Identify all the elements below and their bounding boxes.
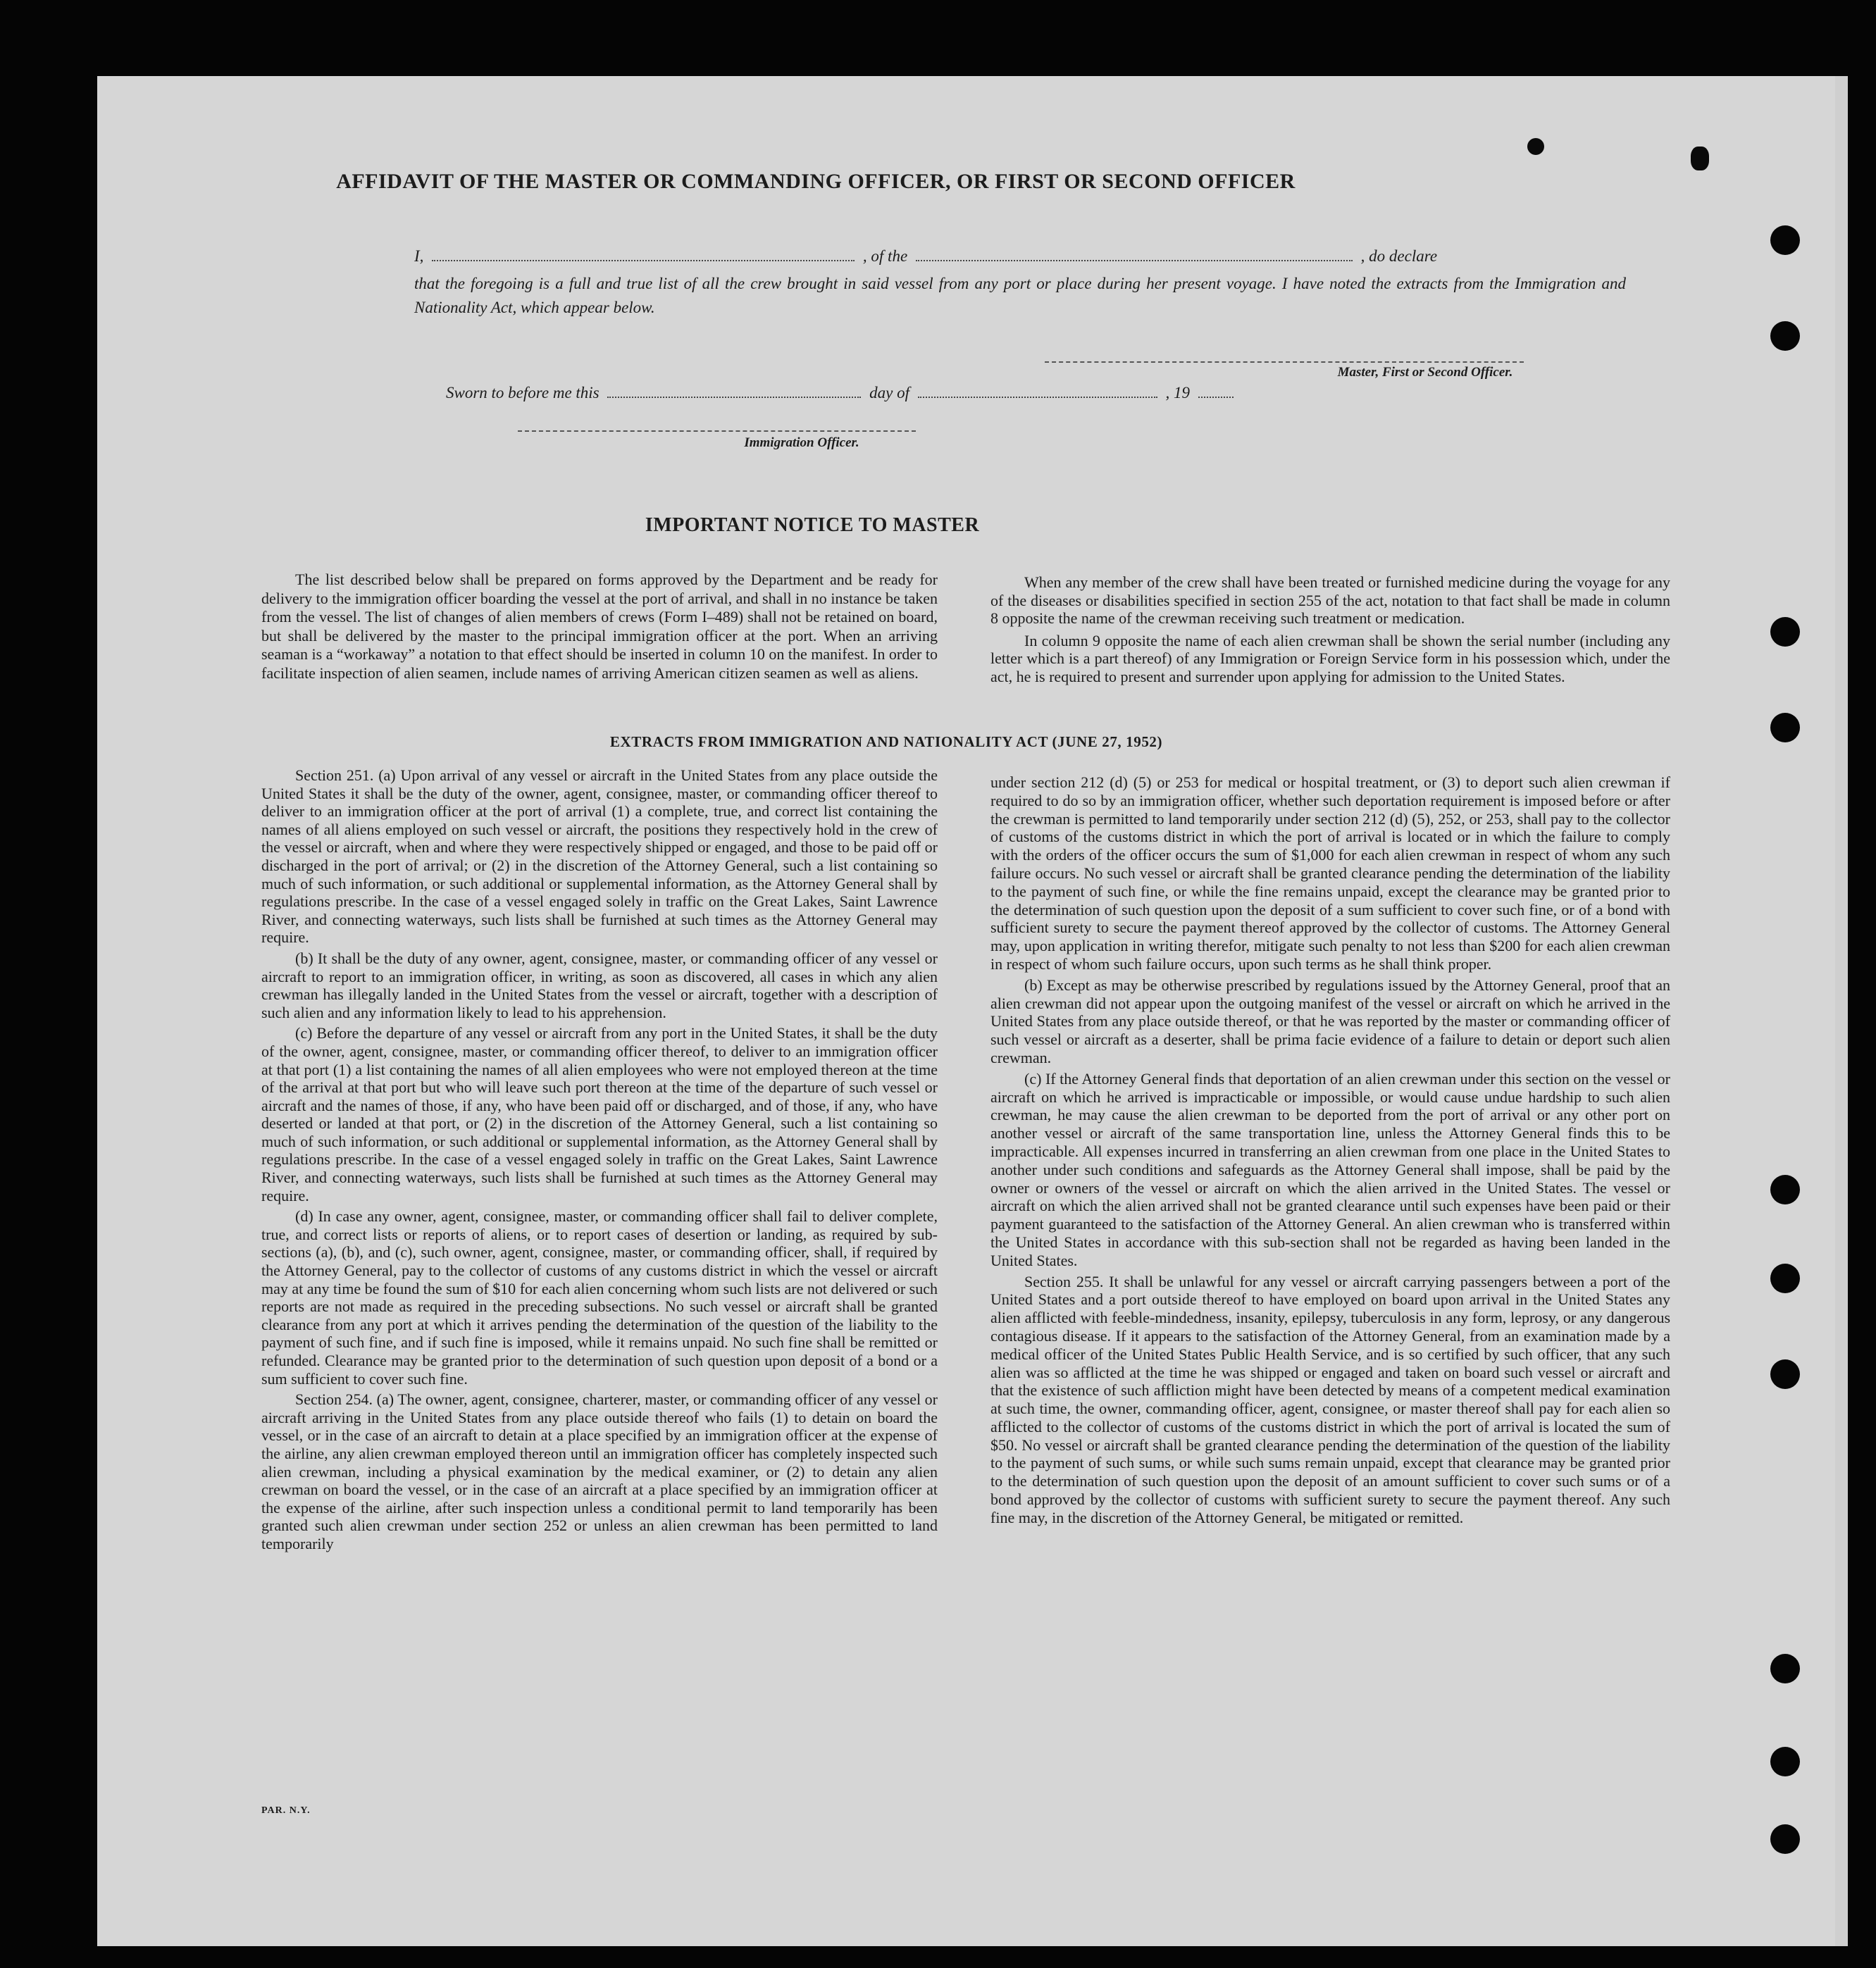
master-signature-caption: Master, First or Second Officer. [1337, 365, 1513, 380]
sworn-year-field[interactable] [1198, 380, 1234, 398]
sworn-line [446, 380, 1432, 402]
binder-hole [1770, 1824, 1800, 1854]
section-251-d: (d) In case any owner, agent, consignee, master, or commanding officer shall fail to deliver complete, true, and correct lists or reports of aliens, or to report cases of desertion or landing, as required by sub-sections (a), (b), and (c), such owner, agent, consignee, master, or commanding officer, shall, if required by the Attorney General, pay to the collector of customs of any customs district in which the vessel or aircraft may at any time be found the sum of $10 for each alien concerning whom such lists are not delivered or such reports are not made as required in the preceding subsections. No such vessel or aircraft shall be granted clearance from any port at which it arrives pending the determination of the question of the liability to the payment of such fine, and if such fine is imposed, while it remains unpaid. No such fine shall be remitted or refunded. Clearance may be granted prior to the determination of such question upon deposit of a bond or a sum sufficient to cover such fine. [261, 1207, 938, 1388]
binder-hole [1770, 1359, 1800, 1389]
page-edge [1835, 76, 1848, 1946]
declaration-text: that the foregoing is a full and true list of all the crew brought in said vessel from any port or place during her present voyage. I have noted the extracts from the Immigration and Nationality Act, which appear below. [414, 275, 1626, 316]
notice-right-column [990, 573, 1670, 688]
year-label: , 19 [1165, 384, 1190, 401]
sworn-label: Sworn to before me this [446, 384, 600, 401]
extracts-left-column [261, 766, 938, 1556]
binder-hole [1770, 225, 1800, 255]
declarant-label: I, [414, 247, 424, 265]
binder-hole [1770, 713, 1800, 742]
declarant-name-field[interactable] [432, 244, 855, 261]
binder-hole [1770, 617, 1800, 647]
section-251-b: (b) It shall be the duty of any owner, agent, consignee, master, or commanding officer of any vessel or aircraft to report to an immigration officer, in writing, as soon as discovered, all cases in which any alien crewman has illegally landed in the United States from the vessel or aircraft, together with a description of such alien and any information likely to lead to his apprehension. [261, 949, 938, 1021]
section-251-c: (c) Before the departure of any vessel or aircraft from any port in the United States, it shall be the duty of the owner, agent, consignee, master, or commanding officer thereof, to deliver to an immigration officer at that port (1) a list containing the names of all alien employees who were not employed thereon at the time of the arrival at that port but who will leave such port thereon at the time of the departure of such vessel or aircraft and the names of those, if any, who have been paid off or discharged, and of those, if any, who have deserted or landed at that port, or (2) in the discretion of the Attorney General, such a list containing so much of such information, or such additional or supplemental information, as the Attorney General shall by regulations prescribe. In the case of a vessel engaged solely in traffic on the Great Lakes, Saint Lawrence River, and connecting waterways, such lists shall be furnished at such times as the Attorney General may require. [261, 1024, 938, 1204]
notice-left-paragraph: The list described below shall be prepared on forms approved by the Department and be ready for delivery to the immigration officer boarding the vessel at the port of arrival, and shall in no instance be taken from the vessel. The list of changes of alien members of crews (Form I–489) shall not be retained on board, but shall be delivered by the master to the principal immigration officer at the port. When an arriving seaman is a “workaway” a notation to that effect should be inserted in column 10 on the manifest. In order to facilitate inspection of alien seamen, include names of arriving American citizen seamen as well as aliens. [261, 571, 938, 682]
section-254-a: Section 254. (a) The owner, agent, consignee, charterer, master, or commanding officer of any vessel or aircraft arriving in the United States from any place outside thereof who fails (1) to detain on board the vessel, or in the case of an aircraft to detain at a place specified by an immigration officer at the expense of the airline, any alien crewman employed thereon until an immigration officer has completely inspected such alien crewman, including a physical examination by the medical examiner, or (2) to detain any alien crewman on board the vessel, or in the case of an aircraft at a place specified by an immigration officer at the expense of the airline, after such inspection unless a conditional permit to land temporarily has been granted such alien crewman under section 252 or unless an alien crewman has been permitted to land temporarily [261, 1390, 938, 1552]
extracts-right-column [990, 773, 1670, 1530]
section-251-a: Section 251. (a) Upon arrival of any vessel or aircraft in the United States from any place outside the United States it shall be the duty of the owner, agent, consignee, master, or commanding officer thereof to deliver to an immigration officer at the port of arrival (1) a complete, true, and correct list containing the names of all aliens employed on such vessel or aircraft, the positions they respectively hold in the crew of the vessel or aircraft, when and where they were respectively shipped or engaged, and those to be paid off or discharged in the port of arrival; or (2) in the discretion of the Attorney General, such a list containing so much of such information, or such additional or supplemental information, as the Attorney General shall by regulations prescribe. In the case of a vessel engaged solely in traffic on the Great Lakes, Saint Lawrence River, and connecting waterways, such lists shall be furnished at such times as the Attorney General may require. [261, 766, 938, 947]
sworn-month-field[interactable] [918, 380, 1157, 398]
printer-mark: PAR. N.Y. [261, 1805, 311, 1816]
binder-hole [1770, 321, 1800, 351]
binder-hole [1770, 1747, 1800, 1776]
ink-spot [1691, 147, 1709, 170]
section-254-a-continued: under section 212 (d) (5) or 253 for medical or hospital treatment, or (3) to deport such alien crewman if required to do so by an immigration officer, whether such deportation requirement is imposed before or after the crewman is permitted to land temporarily under section 212 (d) (5), 252, or 253, shall pay to the collector of customs of the customs district in which the port of arrival is located or in which the failure to comply with the orders of the officer occurs the sum of $1,000 for each alien crewman in respect of whom any such failure occurs. No such vessel or aircraft shall be granted clearance pending the determination of the liability to the payment of such fine, or while the fine remains unpaid, except the clearance may be granted prior to the determination of such question upon the deposit of a sum sufficient to cover such fine, or of a bond with sufficient surety to secure the payment thereof approved by the collector of customs. The Attorney General may, upon application in writing therefor, mitigate such penalty to not less than $200 for each alien crewman in respect of whom such failure occurs, upon such terms as he shall think proper. [990, 773, 1670, 973]
declarant-line [414, 244, 1626, 266]
officer-signature-line[interactable] [518, 430, 916, 432]
extracts-title: EXTRACTS FROM IMMIGRATION AND NATIONALITY ACT (JUNE 27, 1952) [609, 733, 1163, 750]
binder-hole [1770, 1654, 1800, 1683]
section-254-c: (c) If the Attorney General finds that deportation of an alien crewman under this section on the vessel or aircraft on which he arrived is impracticable or impossible, or would cause undue hardship to such alien crewman, he may cause the alien crewman to be deported from the port of arrival or any other port on another vessel or aircraft of the same transportation line, unless the Attorney General finds this to be impracticable. All expenses incurred in transferring an alien crewman from one place in the United States to another under such conditions and safeguards as the Attorney General shall impose, shall be paid by the owner or owners of the vessel or aircraft on which the alien arrived in the United States. The vessel or aircraft on which the alien arrived shall not be granted clearance until such expenses have been paid or their payment guaranteed to the satisfaction of the Attorney General. An alien crewman who is transferred within the United States in accordance with this sub-section shall not be regarded as having been landed in the United States. [990, 1069, 1670, 1269]
vessel-name-field[interactable] [916, 244, 1353, 261]
binder-hole [1770, 1264, 1800, 1293]
binder-hole [1770, 1175, 1800, 1204]
vessel-label: , of the [862, 247, 908, 265]
form-page [97, 76, 1848, 1946]
section-254-b: (b) Except as may be otherwise prescribed by regulations issued by the Attorney General, proof that an alien crewman did not appear upon the outgoing manifest of the vessel or aircraft on which he arrived in the United States from any place outside thereof, or that he was reported by the master or commanding officer of such vessel or aircraft as a deserter, shall be prima facie evidence of a failure to detain or deport such alien crewman. [990, 976, 1670, 1066]
declare-label: , do declare [1360, 247, 1438, 265]
officer-signature-caption: Immigration Officer. [744, 435, 859, 450]
sworn-day-field[interactable] [607, 380, 861, 398]
notice-title: IMPORTANT NOTICE TO MASTER [645, 514, 980, 536]
notice-right-paragraph-2: In column 9 opposite the name of each alien crewman shall be shown the serial number (including any letter which is a part thereof) of any Immigration or Foreign Service form in his possession which, under the act, he is required to present and surrender upon applying for admission to the United States. [990, 631, 1670, 685]
day-of-label: day of [869, 384, 909, 401]
master-signature-line[interactable] [1045, 361, 1524, 363]
section-255: Section 255. It shall be unlawful for any vessel or aircraft carrying passengers between a port of the United States and a port outside thereof to have employed on board upon arrival in the United States any alien afflicted with feeble-mindedness, insanity, epilepsy, tuberculosis in any form, leprosy, or any dangerous contagious disease. If it appears to the satisfaction of the Attorney General, from an examination made by a medical officer of the United States Public Health Service, and is so certified by such officer, that any such alien was so afflicted at the time he was shipped or engaged and taken on board such vessel or aircraft and that the existence of such affliction might have been detected by means of a competent medical examination at such time, the owner, commanding officer, agent, consignee, or master thereof shall pay for each alien so afflicted to the collector of customs of the customs district in which the port of arrival is located the sum of $50. No vessel or aircraft shall be granted clearance pending the determination of the question of the liability to the payment of such sums, or while such sums remain unpaid, except that clearance may be granted prior to the determination of such question upon the deposit of an amount sufficient to cover such sums or of a bond approved by the collector of customs with sufficient surety to secure the payment thereof. Any such fine may, in the discretion of the Attorney General, be mitigated or remitted. [990, 1272, 1670, 1526]
ink-spot [1527, 138, 1544, 155]
notice-left-column [261, 571, 938, 685]
affidavit-title: AFFIDAVIT OF THE MASTER OR COMMANDING OFFICER, OR FIRST OR SECOND OFFICER [336, 170, 1296, 193]
notice-right-paragraph-1: When any member of the crew shall have been treated or furnished medicine during the voyage for any of the diseases or disabilities specified in section 255 of the act, notation to that fact shall be made in column 8 opposite the name of the crewman receiving such treatment or medication. [990, 573, 1670, 627]
